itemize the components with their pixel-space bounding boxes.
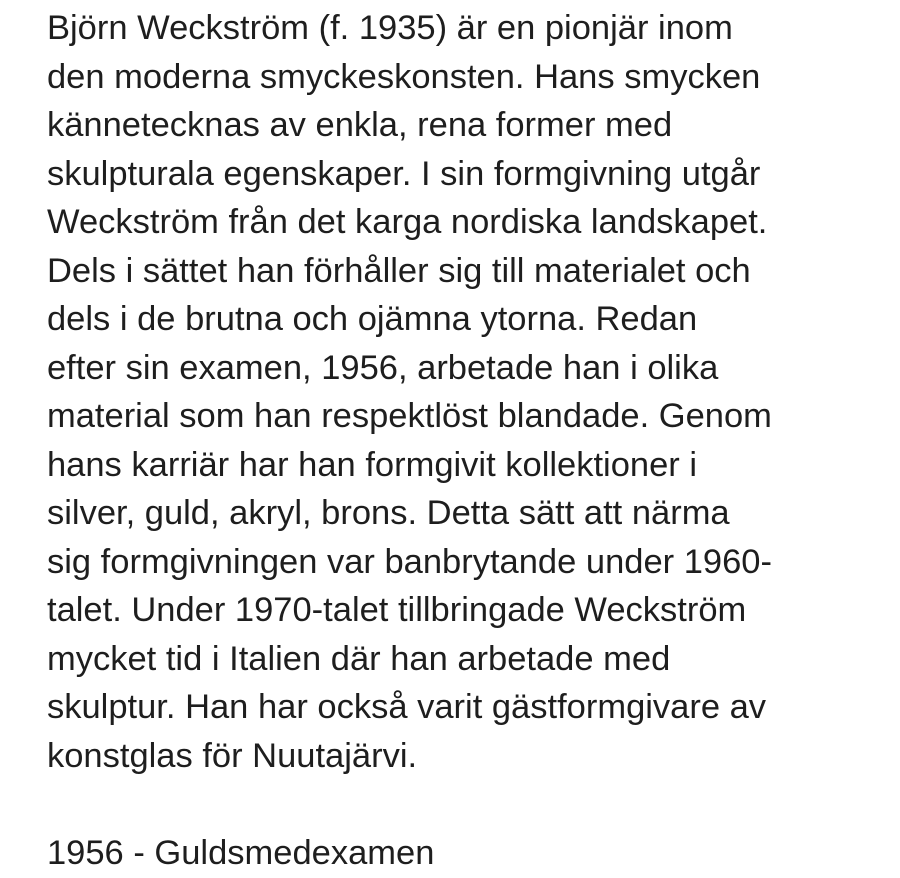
biography-line: skulpturala egenskaper. I sin formgivning utgår bbox=[47, 154, 761, 193]
biography-line: silver, guld, akryl, brons. Detta sätt att närma bbox=[47, 494, 730, 532]
biography-line: talet. Under 1970-talet tillbringade Weckström bbox=[47, 591, 747, 629]
biography-paragraph bbox=[47, 4, 897, 780]
biography-line: Dels i sättet han förhåller sig till materialet och bbox=[47, 251, 751, 290]
biography-line: sig formgivningen var banbrytande under 1960- bbox=[47, 542, 772, 581]
biography-line: skulptur. Han har också varit gästformgivare av bbox=[47, 688, 767, 726]
biography-line: efter sin examen, 1956, arbetade han i olika bbox=[47, 348, 719, 387]
biography-line: hans karriär har han formgivit kollektioner i bbox=[47, 445, 698, 484]
timeline-entry: 1956 - Guldsmedexamen bbox=[47, 834, 435, 872]
biography-line: den moderna smyckeskonsten. Hans smycken bbox=[47, 57, 761, 96]
biography-line: kännetecknas av enkla, rena former med bbox=[47, 106, 673, 144]
biography-line: material som han respektlöst blandade. Genom bbox=[47, 397, 772, 435]
biography-line: mycket tid i Italien där han arbetade med bbox=[47, 639, 671, 678]
biography-line: Weckström från det karga nordiska landskapet. bbox=[47, 203, 768, 241]
biography-line: dels i de brutna och ojämna ytorna. Redan bbox=[47, 300, 698, 338]
biography-line: Björn Weckström (f. 1935) är en pionjär inom bbox=[47, 9, 733, 47]
biography-line: konstglas för Nuutajärvi. bbox=[47, 736, 418, 775]
